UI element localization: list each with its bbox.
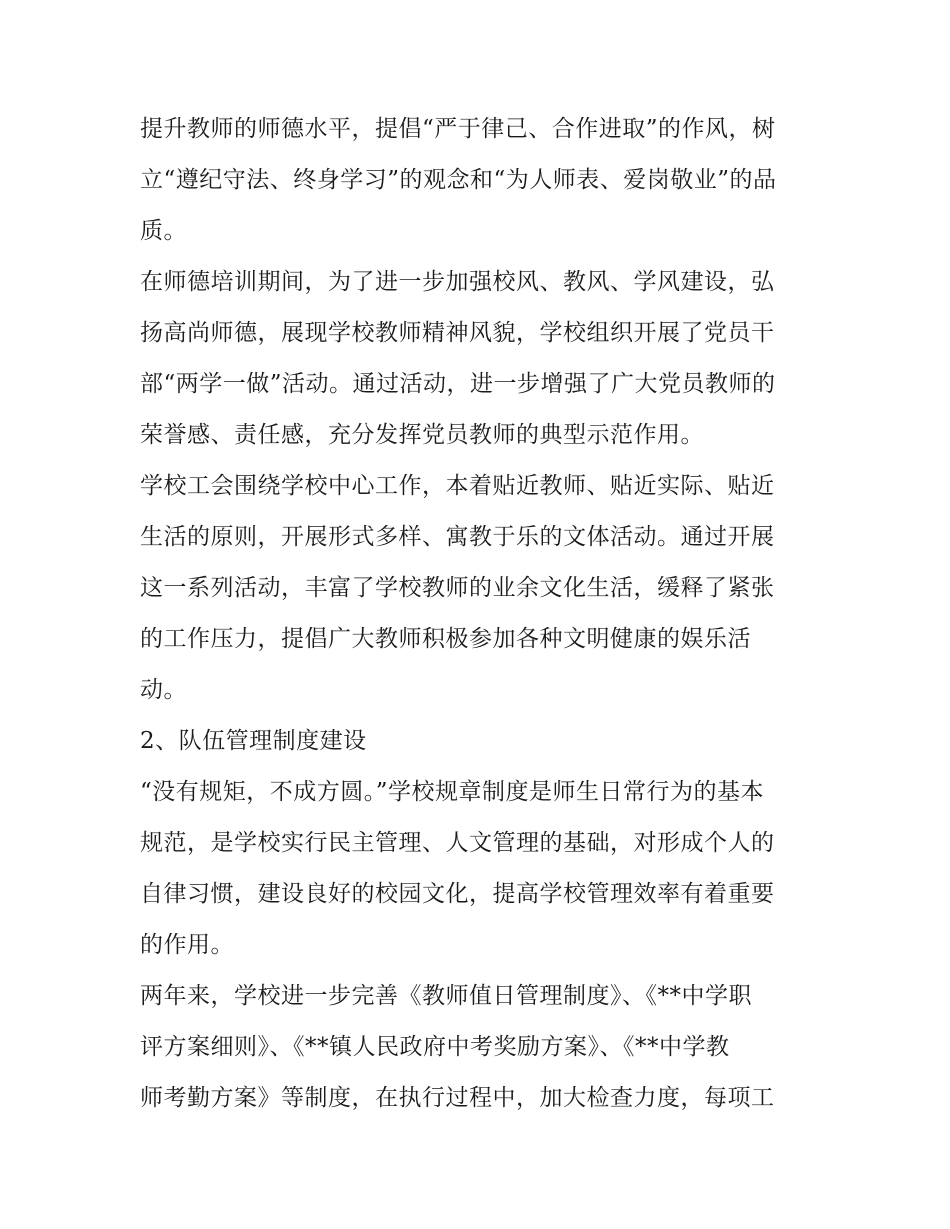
text-line: 立“遵纪守法、终身学习”的观念和“为人师表、爱岗敬业”的品 (140, 167, 777, 193)
text-line: “没有规矩，不成方圆。”学校规章制度是师生日常行为的基本 (140, 779, 765, 805)
text-line: 在师德培训期间，为了进一步加强校风、教风、学风建设，弘 (140, 269, 775, 295)
section-heading: 2、队伍管理制度建设 (140, 728, 367, 754)
text-line: 规范，是学校实行民主管理、人文管理的基础，对形成个人的 (140, 830, 775, 856)
text-line: 学校工会围绕学校中心工作，本着贴近教师、贴近实际、贴近 (140, 473, 775, 499)
text-line: 自律习惯，建设良好的校园文化，提高学校管理效率有着重要 (140, 881, 775, 907)
text-line: 这一系列活动，丰富了学校教师的业余文化生活，缓释了紧张 (140, 575, 775, 601)
text-line: 生活的原则，开展形式多样、寓教于乐的文体活动。通过开展 (140, 524, 775, 550)
text-line: 部“两学一做”活动。通过活动，进一步增强了广大党员教师的 (140, 371, 776, 397)
text-line: 荣誉感、责任感，充分发挥党员教师的典型示范作用。 (140, 422, 704, 448)
text-line: 质。 (140, 218, 187, 244)
text-line: 的工作压力，提倡广大教师积极参加各种文明健康的娱乐活 (140, 626, 751, 652)
text-line: 提升教师的师德水平，提倡“严于律己、合作进取”的作风，树 (140, 116, 776, 142)
document-body (140, 104, 820, 1124)
text-line: 动。 (140, 677, 187, 703)
text-line: 两年来，学校进一步完善《教师值日管理制度》、《**中学职 (140, 983, 752, 1009)
text-line: 师考勤方案》等制度，在执行过程中，加大检查力度，每项工 (140, 1085, 775, 1111)
text-line: 扬高尚师德，展现学校教师精神风貌，学校组织开展了党员干 (140, 320, 775, 346)
text-line: 的作用。 (140, 932, 234, 958)
text-line: 评方案细则》、《**镇人民政府中考奖励方案》、《**中学教 (140, 1034, 730, 1060)
